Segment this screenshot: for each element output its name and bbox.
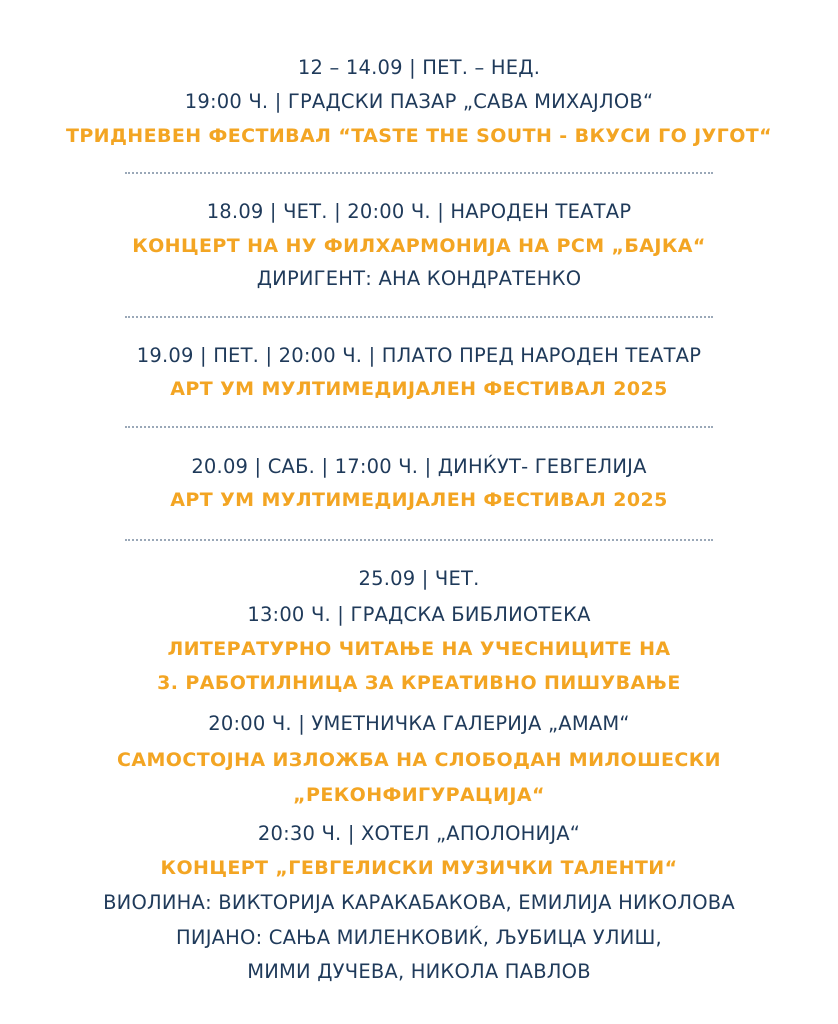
- event-5-title-2a: САМОСТОЈНА ИЗЛОЖБА НА СЛОБОДАН МИЛОШЕСКИ: [117, 749, 721, 771]
- event-3-title: АРТ УМ МУЛТИМЕДИЈАЛЕН ФЕСТИВАЛ 2025: [170, 378, 668, 400]
- event-1-date: 12 – 14.09 | ПЕТ. – НЕД.: [297, 56, 541, 79]
- event-5-title-2b: „РЕКОНФИГУРАЦИЈА“: [293, 784, 545, 806]
- event-2-conductor: ДИРИГЕНТ: АНА КОНДРАТЕНКО: [256, 267, 582, 290]
- event-2-date-venue: 18.09 | ЧЕТ. | 20:00 Ч. | НАРОДЕН ТЕАТАР: [206, 200, 632, 223]
- event-5-performers-piano-1: ПИЈАНО: САЊА МИЛЕНКОВИЌ, ЉУБИЦА УЛИШ,: [176, 926, 662, 949]
- event-1-title: ТРИДНЕВЕН ФЕСТИВАЛ “TASTE THE SOUTH - ВКУСИ ГО ЈУГОТ“: [65, 125, 772, 147]
- event-5-performers-piano-2: МИМИ ДУЧЕВА, НИКОЛА ПАВЛОВ: [247, 960, 591, 983]
- event-2-title: КОНЦЕРТ НА НУ ФИЛХАРМОНИЈА НА РСМ „БАЈКА“: [132, 235, 706, 257]
- event-5-title-1a: ЛИТЕРАТУРНО ЧИТАЊЕ НА УЧЕСНИЦИТЕ НА: [167, 638, 671, 660]
- divider: [125, 539, 713, 541]
- event-5-date: 25.09 | ЧЕТ.: [358, 567, 480, 590]
- event-4-title: АРТ УМ МУЛТИМЕДИЈАЛЕН ФЕСТИВАЛ 2025: [170, 489, 668, 511]
- event-1-time-venue: 19:00 Ч. | ГРАДСКИ ПАЗАР „САВА МИХАЈЛОВ“: [184, 90, 654, 113]
- divider: [125, 426, 713, 428]
- event-3-date-venue: 19.09 | ПЕТ. | 20:00 Ч. | ПЛАТО ПРЕД НАРОДЕН ТЕАТАР: [136, 344, 702, 367]
- event-5-title-1b: 3. РАБОТИЛНИЦА ЗА КРЕАТИВНО ПИШУВАЊЕ: [157, 672, 681, 694]
- event-5-performers-violin: ВИОЛИНА: ВИКТОРИЈА КАРАКАБАКОВА, ЕМИЛИЈА НИКОЛОВА: [103, 891, 735, 914]
- event-5-title-3: КОНЦЕРТ „ГЕВГЕЛИСКИ МУЗИЧКИ ТАЛЕНТИ“: [160, 857, 678, 879]
- event-5-time-venue-3: 20:30 Ч. | ХОТЕЛ „АПОЛОНИЈА“: [257, 822, 581, 845]
- event-5-time-venue-2: 20:00 Ч. | УМЕТНИЧКА ГАЛЕРИЈА „АМАМ“: [208, 712, 630, 735]
- divider: [125, 316, 713, 318]
- event-5-time-venue-1: 13:00 Ч. | ГРАДСКА БИБЛИОТЕКА: [247, 603, 591, 626]
- divider: [125, 172, 713, 174]
- event-4-date-venue: 20.09 | САБ. | 17:00 Ч. | ДИНЌУТ- ГЕВГЕЛИЈА: [191, 455, 647, 478]
